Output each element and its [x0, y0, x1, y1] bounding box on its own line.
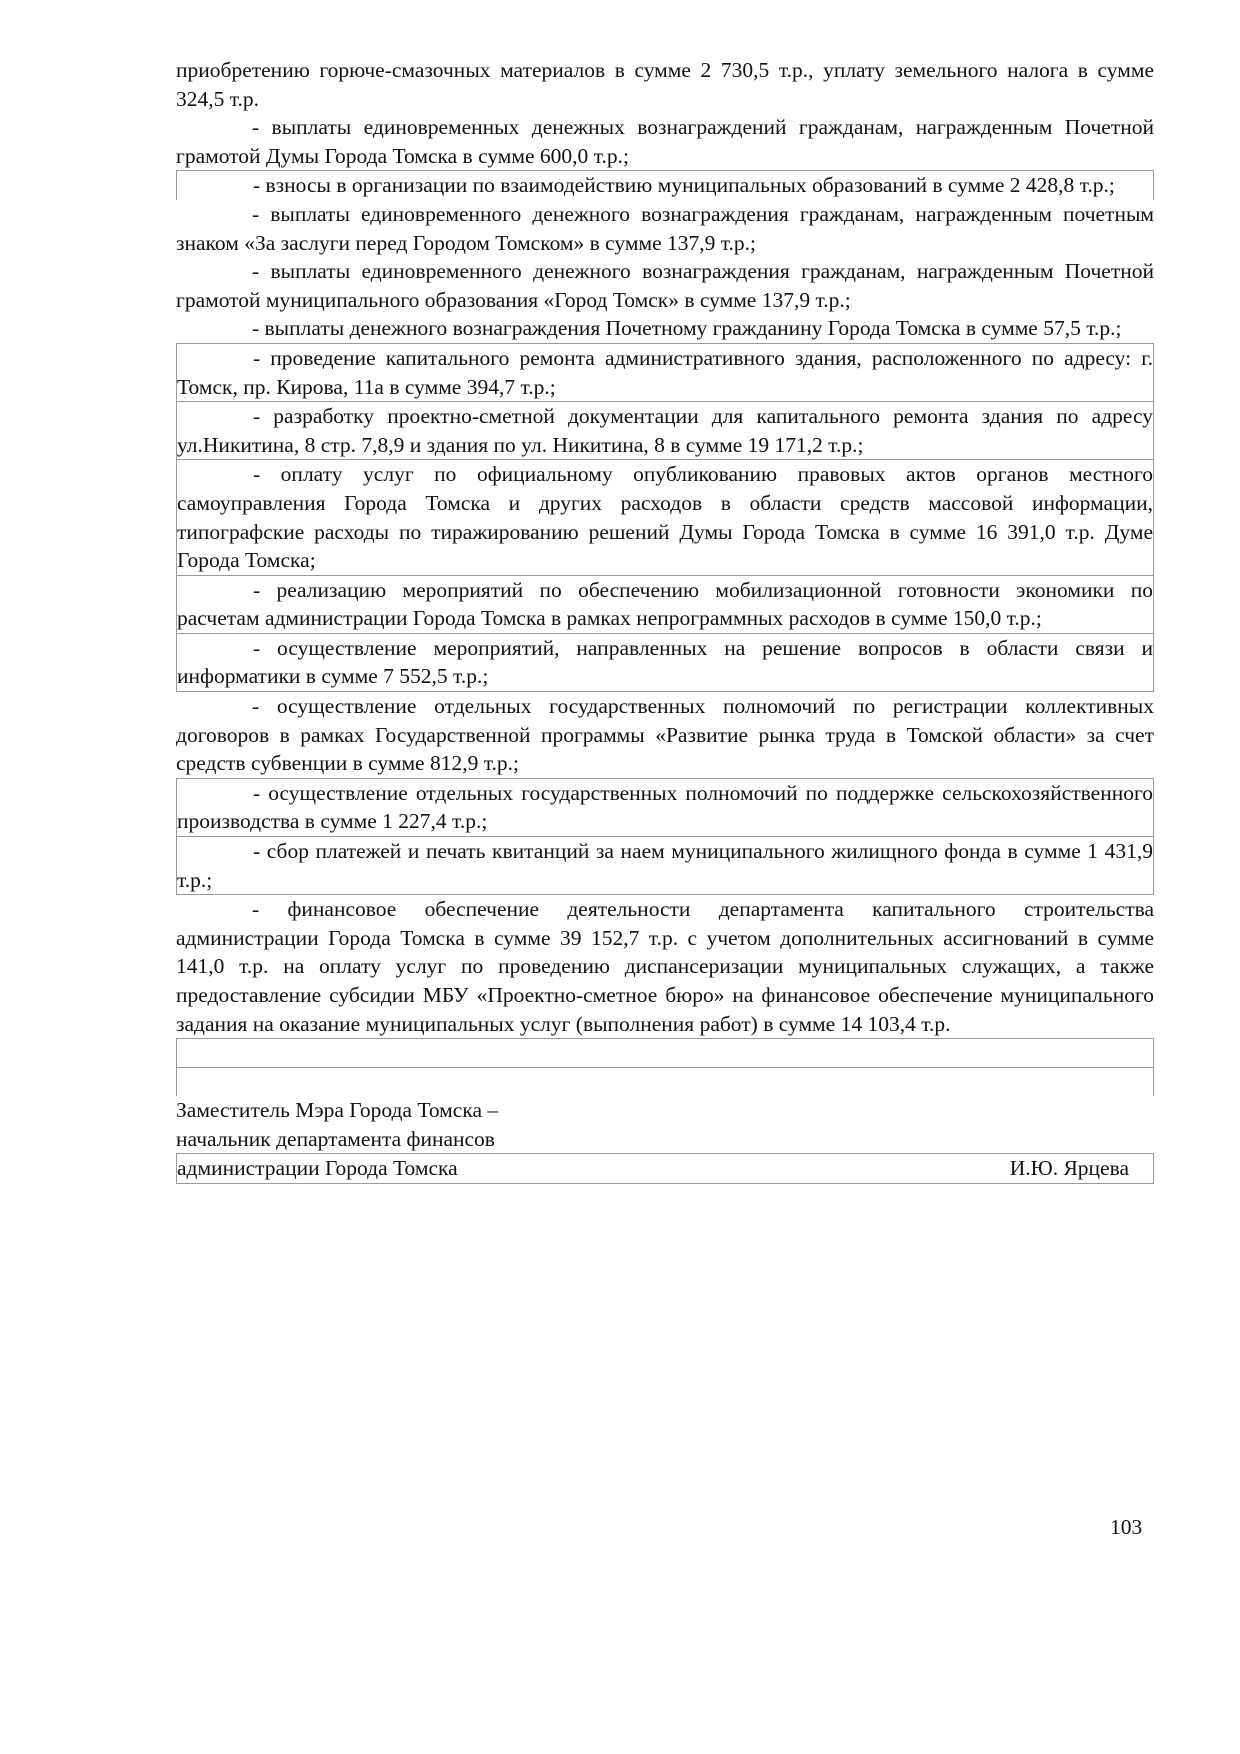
paragraph: приобретению горюче-смазочных материалов в сумме 2 730,5 т.р., уплату земельного налога в сумме 324,5 т.р. [176, 58, 1154, 111]
paragraph: - сбор платежей и печать квитанций за наем муниципального жилищного фонда в сумме 1 431,9 т.р.; [176, 836, 1154, 895]
blank-row [176, 1067, 1154, 1096]
signature-block [176, 1038, 1154, 1184]
paragraph: - взносы в организации по взаимодействию муниципальных образований в сумме 2 428,8 т.р.; [176, 170, 1154, 200]
paragraph: - финансовое обеспечение деятельности департамента капитального строительства администрации Города Томска в сумме 39 152,7 т.р. с учетом дополнительных ассигнований в сумме 141,0 т.р. на оплату услуг по проведению диспансеризации муниципальных служащих, а также предоставление субсидии МБУ «Проектно-сметное бюро» на финансовое обеспечение муниципального задания на оказание муниципальных услуг (выполнения работ) в сумме 14 103,4 т.р. [176, 897, 1154, 1036]
paragraph: - разработку проектно-сметной документации для капитального ремонта здания по адресу ул.Никитина, 8 стр. 7,8,9 и здания по ул. Никитина, 8 в сумме 19 171,2 т.р.; [176, 401, 1154, 459]
document-page [176, 56, 1154, 1184]
signature-line-1: Заместитель Мэра Города Томска – [176, 1098, 499, 1123]
signature-line-2: начальник департамента финансов [176, 1126, 495, 1151]
paragraph: - выплаты единовременного денежного вознаграждения гражданам, награжденным почетным знаком «За заслуги перед Городом Томском» в сумме 137,9 т.р.; [176, 201, 1154, 255]
signature-name: И.Ю. Ярцева [1009, 1156, 1129, 1181]
blank-row [176, 1038, 1154, 1067]
paragraph: - осуществление отдельных государственных полномочий по поддержке сельскохозяйственного производства в сумме 1 227,4 т.р.; [176, 778, 1154, 836]
signature-line-3 [176, 1153, 1154, 1184]
paragraph: - осуществление мероприятий, направленных на решение вопросов в области связи и информатики в сумме 7 552,5 т.р.; [176, 633, 1154, 691]
signature-org: администрации Города Томска [177, 1156, 458, 1181]
paragraph: - осуществление отдельных государственных полномочий по регистрации коллективных договоров в рамках Государственной программы «Развитие рынка труда в Томской области» за счет средств субвенции в сумме 812,9 т.р.; [176, 691, 1154, 778]
paragraph: - проведение капитального ремонта административного здания, расположенного по адресу: г. Томск, пр. Кирова, 11а в сумме 394,7 т.р.; [176, 343, 1154, 401]
paragraph: - выплаты денежного вознаграждения Почетному гражданину Города Томска в сумме 57,5 т.р.; [252, 316, 1122, 341]
paragraph: - выплаты единовременных денежных вознаграждений гражданам, награжденным Почетной грамотой Думы Города Томска в сумме 600,0 т.р.; [176, 115, 1154, 168]
paragraph: - реализацию мероприятий по обеспечению мобилизационной готовности экономики по расчетам администрации Города Томска в рамках непрограммных расходов в сумме 150,0 т.р.; [176, 575, 1154, 633]
paragraph: - выплаты единовременного денежного вознаграждения гражданам, награжденным Почетной грамотой муниципального образования «Город Томск» в сумме 137,9 т.р.; [176, 259, 1154, 312]
paragraph: - оплату услуг по официальному опубликованию правовых актов органов местного самоуправления Города Томска и других расходов в области средств массовой информации, типографские расходы по тиражированию решений Думы Города Томска в сумме 16 391,0 т.р. Думе Города Томска; [176, 459, 1154, 574]
page-number: 103 [1110, 1515, 1143, 1539]
